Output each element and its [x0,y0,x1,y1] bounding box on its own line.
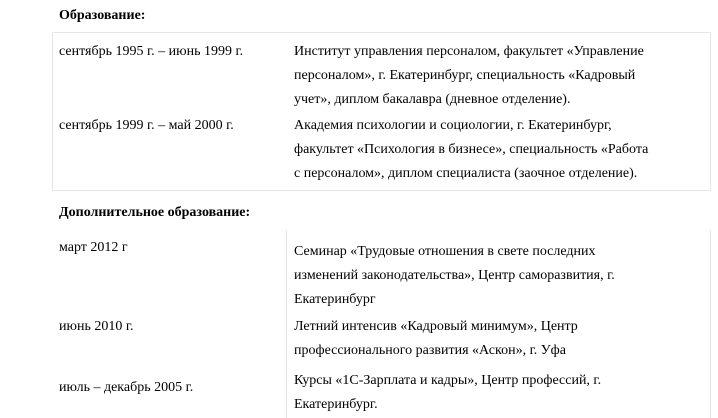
additional-education-heading: Дополнительное образование: [59,205,251,220]
additional-description-1-line: Семинар «Трудовые отношения в свете последних [294,244,596,259]
education-description-2-line: факультет «Психология в бизнесе», специальность «Работа [294,142,649,157]
additional-period-3: июль – декабрь 2005 г. [59,380,194,395]
additional-description-1-line: изменений законодательства», Центр саморазвития, г. [294,268,615,283]
education-description-2-line: с персоналом», диплом специалиста (заочное отделение). [294,166,638,181]
table-right-border [710,230,711,418]
additional-description-2-line: профессионального развития «Аскон», г. Уфа [294,343,566,358]
education-description-1-line: персоналом», г. Екатеринбург, специальность «Кадровый [294,68,636,83]
education-description-1 [294,40,644,112]
column-divider [286,230,287,418]
additional-description-2-line: Летний интенсив «Кадровый минимум», Центр [294,319,578,334]
education-heading: Образование: [59,8,146,23]
additional-description-3 [294,369,601,417]
education-description-1-line: учет», диплом бакалавра (дневное отделение). [294,92,571,107]
education-description-2 [294,114,648,186]
additional-description-1 [294,240,615,312]
additional-description-3-line: Курсы «1С-Зарплата и кадры», Центр профессий, г. [294,373,602,388]
additional-description-3-line: Екатеринбург. [294,397,378,412]
education-description-2-line: Академия психологии и социологии, г. Екатеринбург, [294,118,612,133]
additional-period-2: июнь 2010 г. [59,319,134,334]
education-period-2: сентябрь 1999 г. – май 2000 г. [59,118,234,133]
additional-description-2 [294,315,578,363]
education-description-1-line: Институт управления персоналом, факультет «Управление [294,44,644,59]
education-period-1: сентябрь 1995 г. – июнь 1999 г. [59,44,244,59]
additional-period-1: март 2012 г [59,240,128,255]
additional-description-1-line: Екатеринбург [294,292,376,307]
